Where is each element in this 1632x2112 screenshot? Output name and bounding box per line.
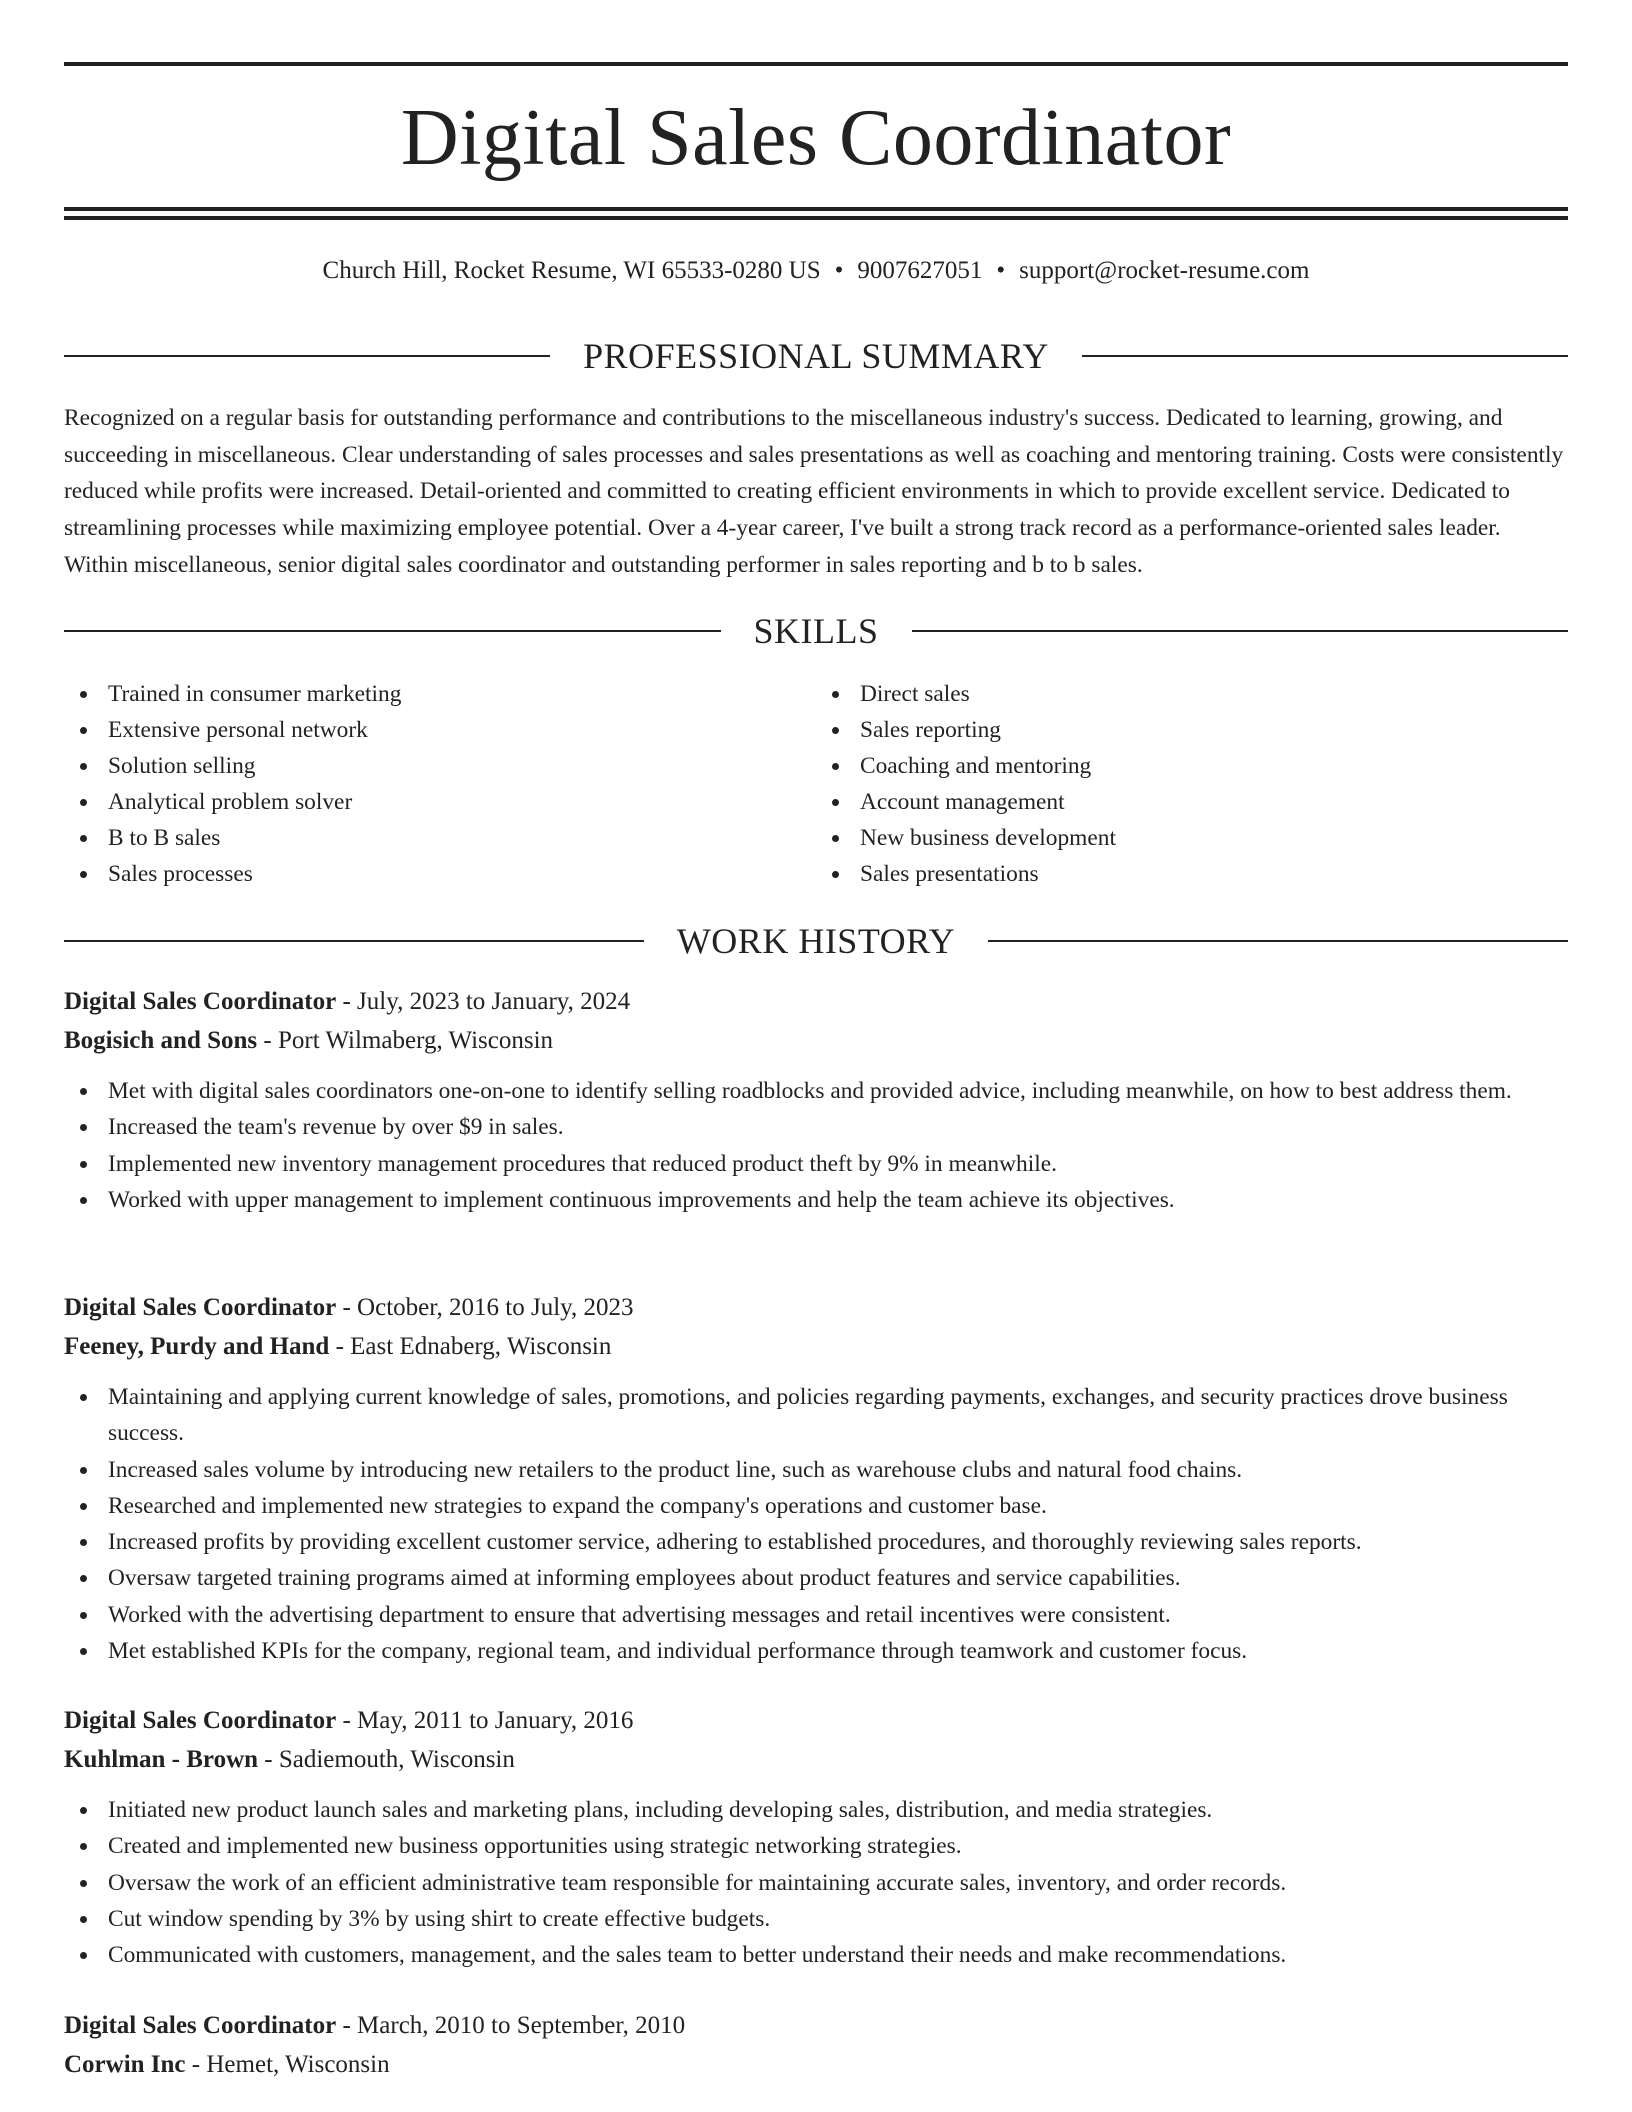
job-company-line [64, 1327, 1568, 1366]
job-entry [64, 1288, 1568, 1669]
job-bullets [64, 1073, 1568, 1218]
job-bullet: Maintaining and applying current knowledge of sales, promotions, and policies regarding payments, exchanges, and security practices drove business success. [64, 1379, 1568, 1452]
summary-title: PROFESSIONAL SUMMARY [583, 336, 1049, 376]
summary-text: Recognized on a regular basis for outstanding performance and contributions to the miscellaneous industry's success. Dedicated to learning, growing, and succeeding in miscellaneous. Clear understanding of sales processes and sales presentations as well as coaching and mentoring training. Costs were consistently reduced while profits were increased. Detail-oriented and committed to creating efficient environments in which to provide excellent service. Dedicated to streamlining processes while maximizing employee potential. Over a 4-year career, I've built a strong track record as a performance-oriented sales leader. Within miscellaneous, senior digital sales coordinator and outstanding performer in sales reporting and b to b sales. [64, 405, 1564, 578]
job-location: - Port Wilmaberg, Wisconsin [257, 1027, 554, 1054]
contact-address: Church Hill, Rocket Resume, WI 65533-0280 US [322, 257, 821, 284]
job-title-line [64, 2006, 1568, 2045]
job-entry [64, 2006, 1568, 2084]
candidate-name: Digital Sales Coordinator [400, 94, 1232, 182]
skill-item: B to B sales [64, 820, 816, 856]
job-bullet: Met with digital sales coordinators one-on-one to identify selling roadblocks and provided advice, including meanwhile, on how to best address them. [64, 1073, 1568, 1109]
job-bullets [64, 1379, 1568, 1669]
job-bullet: Researched and implemented new strategies to expand the company's operations and customer base. [64, 1488, 1568, 1524]
skill-item: Analytical problem solver [64, 784, 816, 820]
job-bullet: Increased sales volume by introducing new retailers to the product line, such as warehouse clubs and natural food chains. [64, 1452, 1568, 1488]
job-bullet: Oversaw the work of an efficient administrative team responsible for maintaining accurate sales, inventory, and order records. [64, 1865, 1568, 1901]
job-company: Bogisich and Sons [64, 1027, 258, 1054]
job-title: Digital Sales Coordinator [64, 2012, 337, 2039]
contact-phone: 9007627051 [857, 257, 983, 284]
job-company-line [64, 1740, 1568, 1779]
work-heading [64, 919, 1568, 963]
job-title: Digital Sales Coordinator [64, 1294, 337, 1321]
job-bullet: Met established KPIs for the company, regional team, and individual performance through teamwork and customer focus. [64, 1633, 1568, 1669]
skill-item: Extensive personal network [64, 712, 816, 748]
job-company: Feeney, Purdy and Hand [64, 1333, 330, 1360]
job-company: Corwin Inc [64, 2051, 186, 2078]
skills-title: SKILLS [753, 611, 879, 651]
job-location: - Sadiemouth, Wisconsin [258, 1746, 515, 1773]
heading-rule [64, 630, 721, 632]
job-bullet: Worked with upper management to implement continuous improvements and help the team achieve its objectives. [64, 1182, 1568, 1218]
skill-item: New business development [816, 820, 1568, 856]
skills-column-left [64, 676, 816, 892]
job-title-line [64, 982, 1568, 1021]
skill-item: Account management [816, 784, 1568, 820]
contact-line [64, 256, 1568, 286]
job-location: - East Ednaberg, Wisconsin [329, 1333, 612, 1360]
heading-rule [912, 630, 1569, 632]
job-bullets [64, 1792, 1568, 1973]
job-bullet: Worked with the advertising department to ensure that advertising messages and retail incentives were consistent. [64, 1597, 1568, 1633]
job-bullet: Increased the team's revenue by over $9 in sales. [64, 1109, 1568, 1145]
heading-rule [1082, 355, 1568, 357]
skill-item: Sales processes [64, 856, 816, 892]
job-bullet: Communicated with customers, management, and the sales team to better understand their needs and make recommendations. [64, 1937, 1568, 1973]
contact-email: support@rocket-resume.com [1019, 257, 1310, 284]
skills-list [64, 676, 1568, 892]
job-company-line [64, 1021, 1568, 1060]
job-bullet: Increased profits by providing excellent customer service, adhering to established procedures, and thoroughly reviewing sales reports. [64, 1524, 1568, 1560]
job-dates: - October, 2016 to July, 2023 [336, 1294, 634, 1321]
contact-separator: • [996, 257, 1006, 284]
header-double-rule [64, 207, 1568, 220]
skill-item: Direct sales [816, 676, 1568, 712]
job-dates: - May, 2011 to January, 2016 [336, 1707, 634, 1734]
job-title-line [64, 1288, 1568, 1327]
job-entry [64, 982, 1568, 1218]
job-location: - Hemet, Wisconsin [185, 2051, 390, 2078]
job-dates: - July, 2023 to January, 2024 [336, 988, 631, 1015]
heading-rule [64, 355, 550, 357]
contact-separator: • [834, 257, 844, 284]
skills-heading [64, 609, 1568, 653]
job-company-line [64, 2045, 1568, 2084]
job-title: Digital Sales Coordinator [64, 1707, 337, 1734]
skills-column-right [816, 676, 1568, 892]
job-bullet: Implemented new inventory management procedures that reduced product theft by 9% in meanwhile. [64, 1146, 1568, 1182]
skill-item: Sales reporting [816, 712, 1568, 748]
job-bullet: Oversaw targeted training programs aimed at informing employees about product features and service capabilities. [64, 1560, 1568, 1596]
top-rule [64, 62, 1568, 66]
job-dates: - March, 2010 to September, 2010 [336, 2012, 686, 2039]
summary-heading [64, 334, 1568, 378]
job-bullet: Cut window spending by 3% by using shirt to create effective budgets. [64, 1901, 1568, 1937]
job-entry [64, 1701, 1568, 1973]
skill-item: Solution selling [64, 748, 816, 784]
work-title: WORK HISTORY [676, 921, 956, 961]
job-company: Kuhlman - Brown [64, 1746, 259, 1773]
job-bullet: Initiated new product launch sales and marketing plans, including developing sales, distribution, and media strategies. [64, 1792, 1568, 1828]
skill-item: Trained in consumer marketing [64, 676, 816, 712]
heading-rule [988, 940, 1568, 942]
job-title: Digital Sales Coordinator [64, 988, 337, 1015]
skill-item: Coaching and mentoring [816, 748, 1568, 784]
job-title-line [64, 1701, 1568, 1740]
job-bullet: Created and implemented new business opportunities using strategic networking strategies. [64, 1828, 1568, 1864]
skill-item: Sales presentations [816, 856, 1568, 892]
heading-rule [64, 940, 644, 942]
